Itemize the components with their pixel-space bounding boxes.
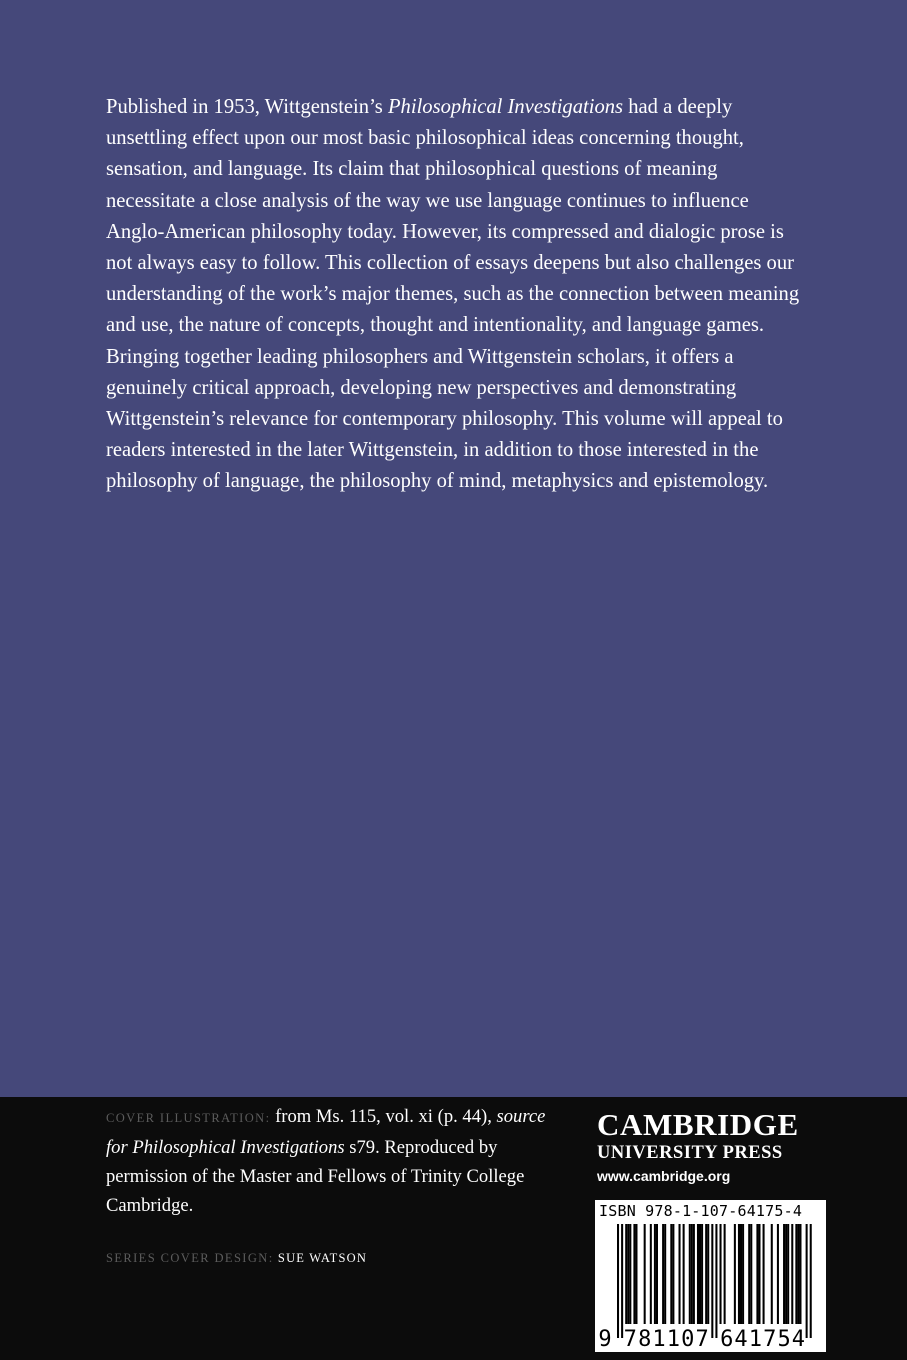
barcode-digit: 5	[777, 1327, 791, 1352]
barcode-digit: 1	[652, 1327, 666, 1352]
barcode-bar	[625, 1224, 627, 1324]
barcode-bar	[672, 1224, 674, 1324]
barcode-digit: 0	[681, 1327, 695, 1352]
barcode-digit: 7	[695, 1327, 709, 1352]
barcode-bar	[621, 1224, 623, 1338]
barcode-bar	[777, 1224, 779, 1324]
barcode-bar	[758, 1224, 760, 1324]
barcode-bar	[711, 1224, 713, 1338]
barcode-bar	[662, 1224, 664, 1324]
barcode-bar	[750, 1224, 752, 1324]
barcode-bar	[763, 1224, 765, 1324]
barcode-bar	[787, 1224, 789, 1324]
barcode-bar	[799, 1224, 801, 1324]
barcode-bar	[629, 1224, 631, 1324]
credit-text-start: from Ms. 115, vol. xi (p. 44),	[270, 1106, 497, 1127]
barcode-bar	[791, 1224, 793, 1324]
barcode-digit: 8	[638, 1327, 652, 1352]
barcode-bar	[783, 1224, 785, 1324]
barcode-bar	[810, 1224, 812, 1338]
barcode-bar	[627, 1224, 629, 1324]
barcode-bar	[785, 1224, 787, 1324]
publisher-name: CAMBRIDGE	[597, 1107, 799, 1142]
barcode-digit: 7	[623, 1327, 637, 1352]
barcode-bar	[683, 1224, 685, 1324]
barcode-bar	[748, 1224, 750, 1324]
barcode-bar	[670, 1224, 672, 1324]
barcode-bar	[689, 1224, 691, 1324]
barcode-bar	[697, 1224, 699, 1324]
barcode-graphic	[595, 1200, 826, 1352]
barcode-bar	[699, 1224, 701, 1324]
barcode-bar	[644, 1224, 646, 1324]
barcode-bar	[720, 1224, 722, 1324]
book-title-italic: Philosophical Investigations	[387, 96, 624, 118]
barcode-bar	[654, 1224, 656, 1324]
barcode-bar	[806, 1224, 808, 1338]
barcode-digit: 7	[763, 1327, 777, 1352]
isbn-barcode	[595, 1200, 826, 1352]
barcode-bar	[656, 1224, 658, 1324]
barcode-bar	[740, 1224, 742, 1324]
barcode-bar	[724, 1224, 726, 1324]
publisher-subtitle: UNIVERSITY PRESS	[597, 1143, 783, 1163]
barcode-bar	[617, 1224, 619, 1338]
publisher-logo	[597, 1108, 827, 1188]
series-cover-design-credit	[106, 1251, 367, 1266]
barcode-bar	[693, 1224, 695, 1324]
barcode-digit: 4	[791, 1327, 806, 1352]
barcode-bar	[705, 1224, 707, 1324]
barcode-bar	[664, 1224, 666, 1324]
barcode-digit: 1	[666, 1327, 681, 1352]
series-cover-designer: SUE WATSON	[273, 1251, 368, 1265]
credit-text-end: s79. Reproduced by permission of the Master and Fellows of Trinity College Cambridge.	[106, 1137, 525, 1216]
blurb-text-rest: had a deeply unsettling effect upon our most basic philosophical ideas concerning thought, sensation, and language. Its claim that philosophical questions of meaning necessitate a close analysis of the way we use language continues to influence Anglo-American philosophy today. However, its compressed and dialogic prose is not always easy to follow. This collection of essays deepens but also challenges our understanding of the work’s major themes, such as the connection between meaning and use, the nature of concepts, thought and intentionality, and language games. Bringing together leading philosophers and Wittgenstein scholars, it offers a genuinely critical approach, developing new perspectives and demonstrating Wittgenstein’s relevance for contemporary philosophy. This volume will appeal to readers interested in the later Wittgenstein, in addition to those interested in the philosophy of language, the philosophy of mind, metaphysics and epistemology.	[106, 96, 800, 493]
blurb-paragraph	[106, 92, 806, 498]
barcode-bar	[635, 1224, 637, 1324]
cover-illustration-label: COVER ILLUSTRATION:	[106, 1111, 271, 1125]
barcode-digit: 9	[598, 1327, 612, 1352]
credit-italic-source: source for Philosophical Investigations	[106, 1106, 546, 1158]
barcode-bar	[679, 1224, 681, 1324]
barcode-bar	[756, 1224, 758, 1324]
barcode-bar	[701, 1224, 703, 1324]
isbn-label: ISBN 978-1-107-64175-4	[599, 1202, 803, 1220]
barcode-bar	[734, 1224, 736, 1324]
barcode-bar	[795, 1224, 797, 1324]
barcode-bar	[771, 1224, 773, 1324]
barcode-bar	[742, 1224, 744, 1324]
barcode-digit: 1	[748, 1327, 763, 1352]
barcode-bar	[797, 1224, 799, 1324]
barcode-bar	[738, 1224, 740, 1324]
barcode-bar	[650, 1224, 652, 1324]
publisher-url: www.cambridge.org	[597, 1168, 731, 1184]
barcode-bar	[691, 1224, 693, 1324]
series-cover-design-label: SERIES COVER DESIGN:	[106, 1251, 274, 1265]
barcode-digit: 6	[720, 1327, 734, 1352]
barcode-bar	[633, 1224, 635, 1324]
barcode-bar	[707, 1224, 709, 1324]
blurb-text-start: Published in 1953, Wittgenstein’s	[106, 96, 388, 118]
barcode-digit: 4	[734, 1327, 748, 1352]
back-cover-blurb	[106, 92, 806, 498]
cover-illustration-credit	[106, 1102, 556, 1220]
barcode-bar	[715, 1224, 717, 1338]
